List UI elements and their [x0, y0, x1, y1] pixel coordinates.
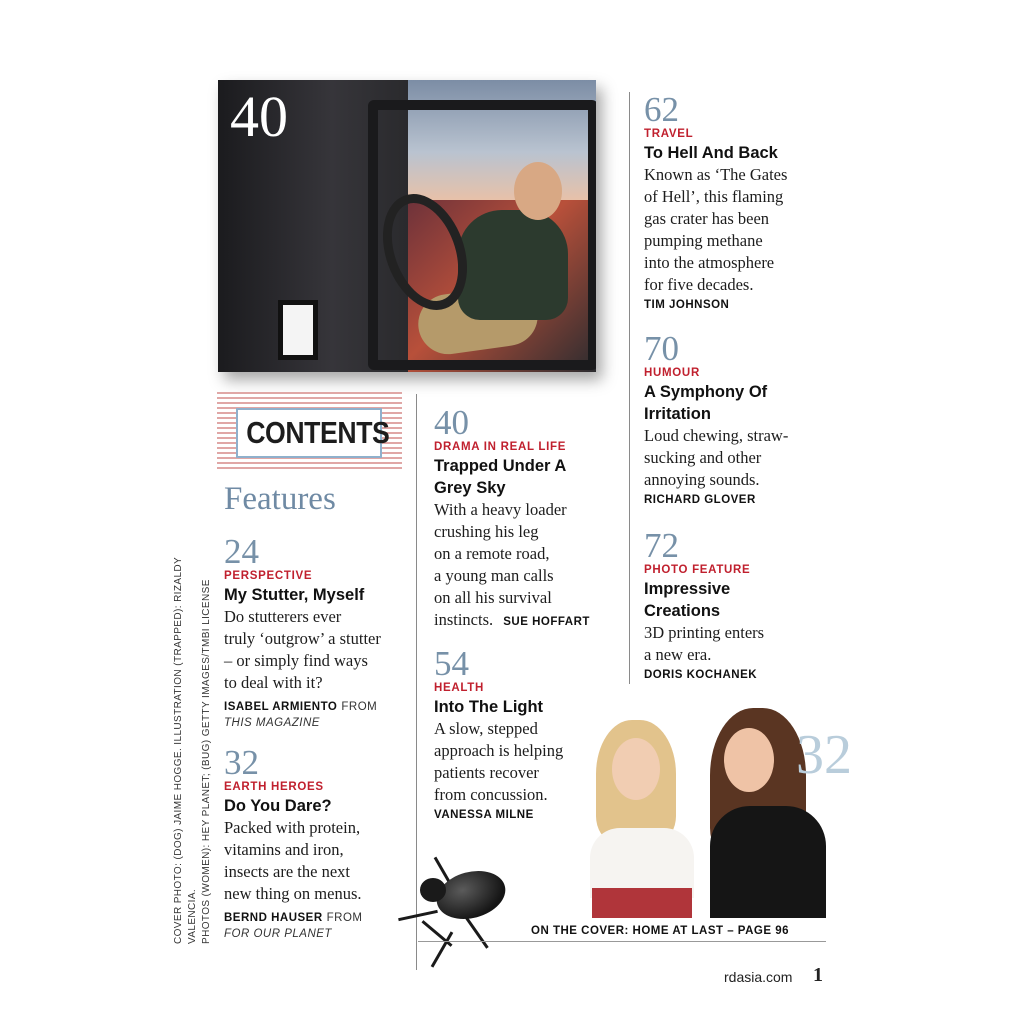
article-source: THIS MAGAZINE: [224, 717, 320, 729]
article-author: ISABEL ARMIENTO: [224, 701, 338, 713]
desc-line: annoying sounds.: [644, 470, 760, 489]
desc-line: Packed with protein,: [224, 818, 361, 837]
desc-line: instincts.: [434, 610, 494, 629]
article-70[interactable]: [644, 331, 834, 506]
article-author: VANESSA MILNE: [434, 809, 534, 821]
illustration-man-body: [458, 210, 568, 320]
article-category: TRAVEL: [644, 128, 694, 140]
desc-line: on all his survival: [434, 588, 552, 607]
desc-line: a new era.: [644, 645, 712, 664]
article-page-number: 24: [224, 532, 259, 571]
beetle-leg: [463, 914, 488, 948]
desc-line: patients recover: [434, 763, 539, 782]
woman1-skirt: [592, 888, 692, 918]
desc-line: vitamins and iron,: [224, 840, 344, 859]
desc-line: on a remote road,: [434, 544, 550, 563]
article-author: SUE HOFFART: [503, 616, 590, 628]
cover-story-line[interactable]: ON THE COVER: HOME AT LAST – PAGE 96: [531, 925, 790, 937]
article-category: HUMOUR: [644, 367, 700, 379]
headline-line: Impressive: [644, 580, 731, 598]
article-24[interactable]: [224, 534, 424, 729]
desc-line: Do stutterers ever: [224, 607, 342, 626]
desc-line: truly ‘outgrow’ a stutter: [224, 629, 381, 648]
article-category: DRAMA IN REAL LIFE: [434, 441, 567, 453]
desc-line: new thing on menus.: [224, 884, 362, 903]
desc-line: Known as ‘The Gates: [644, 165, 788, 184]
article-headline[interactable]: My Stutter, Myself: [224, 586, 365, 604]
desc-line: – or simply find ways: [224, 651, 368, 670]
desc-line: A slow, stepped: [434, 719, 538, 738]
byline-from: FROM: [341, 701, 378, 713]
article-category: PERSPECTIVE: [224, 570, 313, 582]
desc-line: into the atmosphere: [644, 253, 775, 272]
illustration-mirror: [278, 300, 318, 360]
article-category: EARTH HEROES: [224, 781, 324, 793]
desc-line: sucking and other: [644, 448, 762, 467]
article-description: [434, 499, 624, 633]
photo-page-number: 32: [796, 724, 852, 786]
desc-line: from concussion.: [434, 785, 548, 804]
article-author: DORIS KOCHANEK: [644, 669, 758, 681]
article-page-number: 62: [644, 90, 679, 129]
byline-from: FROM: [326, 912, 363, 924]
article-category: PHOTO FEATURE: [644, 564, 751, 576]
article-40[interactable]: [434, 405, 624, 633]
beetle-leg: [421, 920, 452, 947]
footer-page-number: 1: [813, 964, 823, 986]
article-description: [644, 425, 834, 491]
desc-line: pumping methane: [644, 231, 763, 250]
features-heading: Features: [224, 481, 336, 517]
article-page-number: 54: [434, 644, 469, 683]
hero-page-number: 40: [230, 84, 288, 149]
credit-line-1: COVER PHOTO: (DOG) JAIME HOGGE. ILLUSTRATION (TRAPPED): RIZALDY VALENCIA.: [173, 557, 198, 944]
article-32[interactable]: [224, 745, 424, 940]
article-author: TIM JOHNSON: [644, 299, 730, 311]
headline-line: Trapped Under A: [434, 457, 567, 475]
article-72[interactable]: [644, 528, 834, 681]
desc-line: approach is helping: [434, 741, 564, 760]
desc-line: 3D printing enters: [644, 623, 765, 642]
article-byline: [224, 908, 424, 926]
desc-line: Loud chewing, straw-: [644, 426, 789, 445]
footer-website[interactable]: rdasia.com: [724, 969, 793, 985]
article-62[interactable]: [644, 92, 834, 311]
article-headline[interactable]: Do You Dare?: [224, 797, 332, 815]
article-headline[interactable]: [434, 455, 624, 499]
article-page-number: 32: [224, 743, 259, 782]
woman1-face: [612, 738, 660, 800]
article-headline[interactable]: Into The Light: [434, 698, 544, 716]
article-source: FOR OUR PLANET: [224, 928, 332, 940]
desc-line: insects are the next: [224, 862, 350, 881]
desc-last-line: [434, 609, 624, 633]
desc-line: gas crater has been: [644, 209, 770, 228]
cover-rule: [418, 941, 826, 942]
headline-line: Irritation: [644, 405, 711, 423]
article-headline[interactable]: To Hell And Back: [644, 144, 778, 162]
cover-photo-women: [560, 698, 826, 918]
article-headline[interactable]: [644, 381, 834, 425]
article-author: RICHARD GLOVER: [644, 494, 756, 506]
headline-line: A Symphony Of: [644, 383, 768, 401]
article-author: BERND HAUSER: [224, 912, 323, 924]
article-description: [224, 817, 424, 905]
article-page-number: 40: [434, 403, 469, 442]
woman2-top: [710, 806, 826, 918]
woman2-face: [724, 728, 774, 792]
desc-line: to deal with it?: [224, 673, 323, 692]
desc-line: of Hell’, this flaming: [644, 187, 784, 206]
credit-line-2: PHOTOS (WOMEN): HEY PLANET; (BUG) GETTY IMAGES/TMBI LICENSE: [201, 579, 212, 944]
headline-line: Creations: [644, 602, 721, 620]
headline-line: Grey Sky: [434, 479, 506, 497]
desc-line: crushing his leg: [434, 522, 539, 541]
article-description: [224, 606, 424, 694]
photo-credits: [172, 504, 214, 944]
article-description: [644, 164, 834, 296]
beetle-head: [420, 878, 446, 902]
illustration-man-head: [514, 162, 562, 220]
article-headline[interactable]: [644, 578, 834, 622]
contents-title: CONTENTS: [246, 415, 390, 450]
article-byline: [224, 697, 424, 715]
beetle-leg: [398, 910, 438, 921]
article-page-number: 70: [644, 329, 679, 368]
desc-line: for five decades.: [644, 275, 754, 294]
article-page-number: 72: [644, 526, 679, 565]
desc-line: With a heavy loader: [434, 500, 567, 519]
article-category: HEALTH: [434, 682, 484, 694]
desc-line: a young man calls: [434, 566, 554, 585]
article-description: [644, 622, 834, 666]
column-divider: [629, 92, 630, 684]
